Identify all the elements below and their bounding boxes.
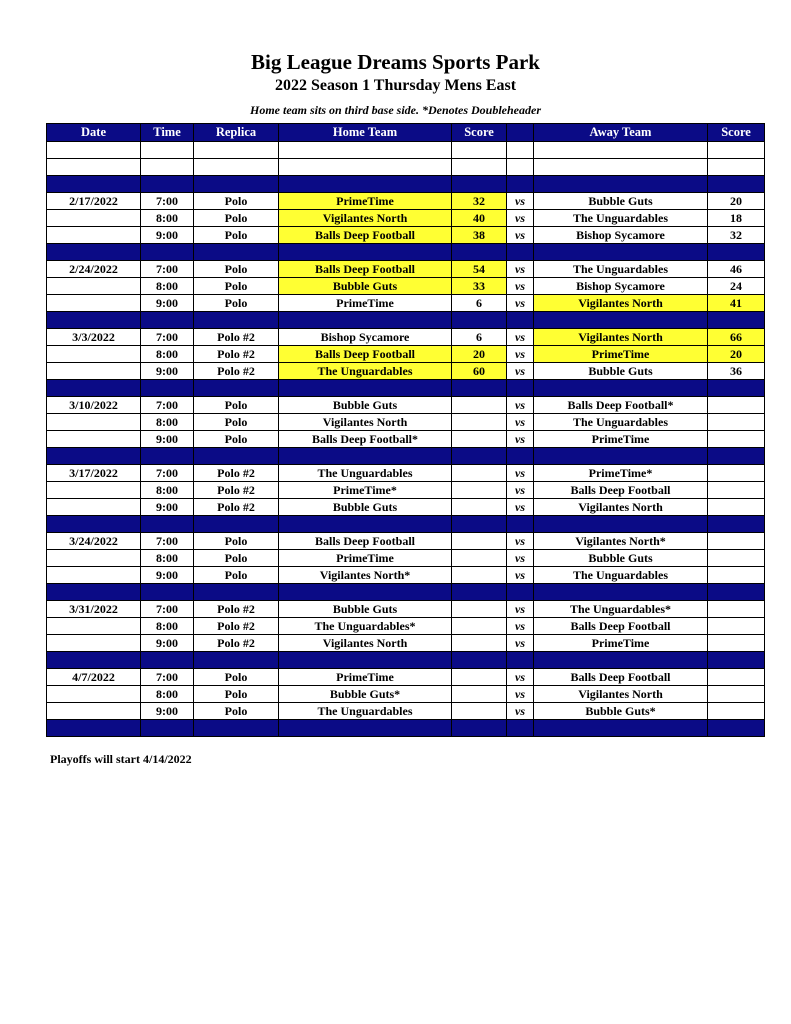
game-row <box>47 397 765 414</box>
game-field: Polo <box>194 261 279 278</box>
home-score: 33 <box>452 278 507 295</box>
away-score: 18 <box>708 210 765 227</box>
vs-label: vs <box>507 618 534 635</box>
vs-label: vs <box>507 601 534 618</box>
vs-label: vs <box>507 295 534 312</box>
away-score: 24 <box>708 278 765 295</box>
game-field: Polo <box>194 533 279 550</box>
away-team: PrimeTime <box>534 635 708 652</box>
game-time: 8:00 <box>141 278 194 295</box>
game-time: 8:00 <box>141 210 194 227</box>
home-score: 54 <box>452 261 507 278</box>
game-time: 9:00 <box>141 499 194 516</box>
away-team: The Unguardables* <box>534 601 708 618</box>
home-team: PrimeTime <box>279 193 452 210</box>
game-field: Polo <box>194 414 279 431</box>
schedule-body <box>47 142 765 737</box>
home-score <box>452 669 507 686</box>
away-score <box>708 703 765 720</box>
game-date: 2/24/2022 <box>47 261 141 278</box>
vs-label: vs <box>507 431 534 448</box>
game-field: Polo #2 <box>194 329 279 346</box>
away-score <box>708 601 765 618</box>
away-score <box>708 567 765 584</box>
home-score <box>452 686 507 703</box>
game-row <box>47 414 765 431</box>
away-team: Bubble Guts <box>534 363 708 380</box>
game-field: Polo <box>194 686 279 703</box>
game-field: Polo #2 <box>194 618 279 635</box>
home-team: PrimeTime <box>279 550 452 567</box>
game-date: 4/7/2022 <box>47 669 141 686</box>
game-field: Polo #2 <box>194 363 279 380</box>
home-score: 38 <box>452 227 507 244</box>
away-score <box>708 635 765 652</box>
game-row <box>47 329 765 346</box>
home-team: Balls Deep Football <box>279 227 452 244</box>
away-team: PrimeTime <box>534 431 708 448</box>
game-date <box>47 363 141 380</box>
home-team: Vigilantes North <box>279 635 452 652</box>
home-team: The Unguardables* <box>279 618 452 635</box>
home-score <box>452 550 507 567</box>
game-time: 7:00 <box>141 261 194 278</box>
game-field: Polo #2 <box>194 601 279 618</box>
home-team: PrimeTime <box>279 295 452 312</box>
game-time: 7:00 <box>141 465 194 482</box>
home-team: Bubble Guts* <box>279 686 452 703</box>
home-team: Balls Deep Football* <box>279 431 452 448</box>
vs-label: vs <box>507 550 534 567</box>
game-row <box>47 567 765 584</box>
game-field: Polo #2 <box>194 482 279 499</box>
home-team: Bubble Guts <box>279 278 452 295</box>
game-time: 9:00 <box>141 431 194 448</box>
game-date: 3/31/2022 <box>47 601 141 618</box>
game-date <box>47 635 141 652</box>
week-separator-row <box>47 652 765 669</box>
game-field: Polo #2 <box>194 635 279 652</box>
home-score <box>452 482 507 499</box>
home-score <box>452 601 507 618</box>
away-team: Bubble Guts* <box>534 703 708 720</box>
home-team: Bubble Guts <box>279 601 452 618</box>
game-time: 9:00 <box>141 567 194 584</box>
game-row <box>47 669 765 686</box>
game-row <box>47 550 765 567</box>
game-date <box>47 346 141 363</box>
vs-label: vs <box>507 465 534 482</box>
away-team: PrimeTime* <box>534 465 708 482</box>
col-home-score-header: Score <box>452 124 507 142</box>
game-time: 8:00 <box>141 686 194 703</box>
game-date <box>47 431 141 448</box>
vs-label: vs <box>507 686 534 703</box>
game-time: 8:00 <box>141 414 194 431</box>
home-score <box>452 618 507 635</box>
away-team: The Unguardables <box>534 414 708 431</box>
home-score <box>452 431 507 448</box>
blank-row <box>47 159 765 176</box>
home-score <box>452 635 507 652</box>
home-score <box>452 567 507 584</box>
game-row <box>47 295 765 312</box>
away-team: Balls Deep Football <box>534 482 708 499</box>
vs-label: vs <box>507 703 534 720</box>
col-replica-header: Replica <box>194 124 279 142</box>
game-field: Polo <box>194 278 279 295</box>
away-score: 41 <box>708 295 765 312</box>
away-score <box>708 669 765 686</box>
game-time: 9:00 <box>141 295 194 312</box>
game-field: Polo #2 <box>194 499 279 516</box>
away-team: Bishop Sycamore <box>534 227 708 244</box>
game-date <box>47 414 141 431</box>
vs-label: vs <box>507 261 534 278</box>
home-team: The Unguardables <box>279 703 452 720</box>
away-team: Vigilantes North <box>534 499 708 516</box>
game-row <box>47 635 765 652</box>
week-separator-row <box>47 584 765 601</box>
week-separator-row <box>47 312 765 329</box>
game-row <box>47 482 765 499</box>
away-team: The Unguardables <box>534 210 708 227</box>
game-row <box>47 346 765 363</box>
game-time: 9:00 <box>141 635 194 652</box>
vs-label: vs <box>507 397 534 414</box>
game-date <box>47 482 141 499</box>
vs-label: vs <box>507 533 534 550</box>
home-team: Bubble Guts <box>279 397 452 414</box>
game-time: 8:00 <box>141 346 194 363</box>
home-team: Bishop Sycamore <box>279 329 452 346</box>
week-separator-row <box>47 380 765 397</box>
away-team: Vigilantes North <box>534 686 708 703</box>
game-field: Polo #2 <box>194 346 279 363</box>
game-field: Polo <box>194 193 279 210</box>
game-date <box>47 550 141 567</box>
home-score <box>452 465 507 482</box>
game-date <box>47 567 141 584</box>
game-field: Polo <box>194 295 279 312</box>
home-score: 6 <box>452 295 507 312</box>
game-row <box>47 465 765 482</box>
away-team: Bubble Guts <box>534 550 708 567</box>
game-row <box>47 686 765 703</box>
game-row <box>47 278 765 295</box>
game-row <box>47 431 765 448</box>
col-away-score-header: Score <box>708 124 765 142</box>
game-date <box>47 499 141 516</box>
game-time: 8:00 <box>141 618 194 635</box>
away-score: 46 <box>708 261 765 278</box>
game-date <box>47 686 141 703</box>
game-time: 7:00 <box>141 397 194 414</box>
col-vs-header <box>507 124 534 142</box>
home-team: PrimeTime <box>279 669 452 686</box>
week-separator-row <box>47 244 765 261</box>
page-title: Big League Dreams Sports Park <box>251 50 540 74</box>
game-row <box>47 533 765 550</box>
game-field: Polo <box>194 567 279 584</box>
home-score <box>452 397 507 414</box>
away-team: Balls Deep Football <box>534 618 708 635</box>
game-time: 7:00 <box>141 193 194 210</box>
header-row <box>47 124 765 142</box>
away-score <box>708 397 765 414</box>
away-score <box>708 414 765 431</box>
game-row <box>47 618 765 635</box>
game-field: Polo <box>194 703 279 720</box>
away-team: Vigilantes North <box>534 295 708 312</box>
home-team: Balls Deep Football <box>279 261 452 278</box>
game-date: 3/3/2022 <box>47 329 141 346</box>
home-score: 60 <box>452 363 507 380</box>
game-field: Polo <box>194 227 279 244</box>
away-team: Bubble Guts <box>534 193 708 210</box>
home-team: Vigilantes North* <box>279 567 452 584</box>
game-row <box>47 227 765 244</box>
game-row <box>47 499 765 516</box>
home-score: 6 <box>452 329 507 346</box>
game-date <box>47 210 141 227</box>
col-away-team-header: Away Team <box>534 124 708 142</box>
game-date: 3/17/2022 <box>47 465 141 482</box>
game-date <box>47 703 141 720</box>
away-team: Bishop Sycamore <box>534 278 708 295</box>
away-score <box>708 618 765 635</box>
game-time: 7:00 <box>141 329 194 346</box>
vs-label: vs <box>507 482 534 499</box>
game-time: 9:00 <box>141 703 194 720</box>
game-field: Polo <box>194 550 279 567</box>
game-time: 8:00 <box>141 482 194 499</box>
away-team: The Unguardables <box>534 567 708 584</box>
col-time-header: Time <box>141 124 194 142</box>
game-date <box>47 278 141 295</box>
game-row <box>47 703 765 720</box>
away-score <box>708 482 765 499</box>
week-separator-row <box>47 720 765 737</box>
vs-label: vs <box>507 346 534 363</box>
page-subtitle: 2022 Season 1 Thursday Mens East <box>274 77 517 94</box>
col-date-header: Date <box>47 124 141 142</box>
home-score <box>452 533 507 550</box>
game-date <box>47 295 141 312</box>
home-score: 32 <box>452 193 507 210</box>
away-score <box>708 465 765 482</box>
home-score <box>452 703 507 720</box>
week-separator-row <box>47 516 765 533</box>
vs-label: vs <box>507 635 534 652</box>
home-team: Vigilantes North <box>279 414 452 431</box>
away-team: PrimeTime <box>534 346 708 363</box>
vs-label: vs <box>507 567 534 584</box>
away-team: The Unguardables <box>534 261 708 278</box>
away-team: Vigilantes North <box>534 329 708 346</box>
game-time: 8:00 <box>141 550 194 567</box>
home-team: Vigilantes North <box>279 210 452 227</box>
game-time: 7:00 <box>141 533 194 550</box>
game-date: 2/17/2022 <box>47 193 141 210</box>
home-team: Balls Deep Football <box>279 346 452 363</box>
away-score <box>708 686 765 703</box>
game-row <box>47 601 765 618</box>
vs-label: vs <box>507 193 534 210</box>
home-score: 40 <box>452 210 507 227</box>
blank-row <box>47 142 765 159</box>
vs-label: vs <box>507 210 534 227</box>
game-time: 7:00 <box>141 669 194 686</box>
game-time: 7:00 <box>141 601 194 618</box>
home-team: The Unguardables <box>279 363 452 380</box>
game-row <box>47 363 765 380</box>
away-score <box>708 431 765 448</box>
game-row <box>47 261 765 278</box>
game-row <box>47 193 765 210</box>
doubleheader-note: Home team sits on third base side. *Denotes Doubleheader <box>250 103 541 117</box>
away-team: Vigilantes North* <box>534 533 708 550</box>
home-score <box>452 499 507 516</box>
vs-label: vs <box>507 414 534 431</box>
game-time: 9:00 <box>141 363 194 380</box>
game-date: 3/24/2022 <box>47 533 141 550</box>
away-score: 32 <box>708 227 765 244</box>
week-separator-row <box>47 176 765 193</box>
col-home-team-header: Home Team <box>279 124 452 142</box>
away-score: 20 <box>708 193 765 210</box>
away-team: Balls Deep Football <box>534 669 708 686</box>
home-team: Bubble Guts <box>279 499 452 516</box>
vs-label: vs <box>507 363 534 380</box>
home-team: PrimeTime* <box>279 482 452 499</box>
game-field: Polo <box>194 397 279 414</box>
away-score <box>708 550 765 567</box>
away-score: 36 <box>708 363 765 380</box>
game-row <box>47 210 765 227</box>
away-score: 66 <box>708 329 765 346</box>
game-field: Polo <box>194 210 279 227</box>
playoffs-note: Playoffs will start 4/14/2022 <box>50 752 192 766</box>
game-field: Polo #2 <box>194 465 279 482</box>
vs-label: vs <box>507 499 534 516</box>
vs-label: vs <box>507 329 534 346</box>
away-score: 20 <box>708 346 765 363</box>
schedule-table <box>46 123 765 737</box>
vs-label: vs <box>507 669 534 686</box>
away-score <box>708 533 765 550</box>
game-date: 3/10/2022 <box>47 397 141 414</box>
away-team: Balls Deep Football* <box>534 397 708 414</box>
game-date <box>47 618 141 635</box>
week-separator-row <box>47 448 765 465</box>
home-team: Balls Deep Football <box>279 533 452 550</box>
game-time: 9:00 <box>141 227 194 244</box>
away-score <box>708 499 765 516</box>
game-field: Polo <box>194 669 279 686</box>
game-date <box>47 227 141 244</box>
vs-label: vs <box>507 278 534 295</box>
game-field: Polo <box>194 431 279 448</box>
home-score <box>452 414 507 431</box>
home-team: The Unguardables <box>279 465 452 482</box>
home-score: 20 <box>452 346 507 363</box>
vs-label: vs <box>507 227 534 244</box>
